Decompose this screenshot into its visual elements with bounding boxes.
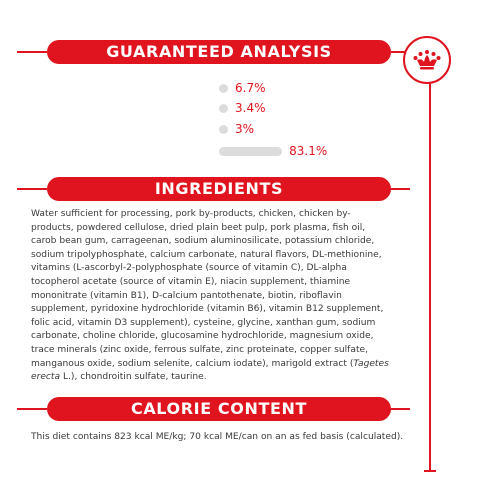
calorie-content-text: This diet contains 823 kcal ME/kg; 70 kcal ME/can on an as fed basis (calculated).	[31, 432, 404, 442]
nutrient-value: 83.1%	[289, 144, 328, 158]
ingredients-heading: INGREDIENTS	[47, 177, 391, 201]
calorie-content-heading: CALORIE CONTENT	[47, 397, 391, 421]
ingredients-text-part: L.), chondroitin sulfate, taurine.	[60, 372, 207, 383]
nutrient-bar	[219, 84, 228, 93]
nutrient-bar	[219, 147, 282, 156]
decorative-vertical-line	[429, 82, 431, 472]
nutrient-bar	[219, 104, 228, 113]
ingredients-text-part: Water sufficient for processing, pork by-products, chicken, chicken by-products, powdered cellulose, dried plain beet pulp, pork plasma, fish oil, carob bean gum, carrageenan, sodium aluminosilicate, potassium chloride, sodium tripolyphosphate, calcium carbonate, natural flavors, DL-methionine, vitamins (L-ascorbyl-2-polyphosphate (source of vitamin C), DL-alpha tocopherol acetate (source of vitamin E), niacin supplement, thiamine mononitrate (vitamin B1), D-calcium pantothenate, biotin, riboflavin supplement, pyridoxine hydrochloride (vitamin B6), vitamin B12 supplement, folic acid, vitamin D3 supplement), cysteine, glycine, xanthan gum, sodium carbonate, choline chloride, glucosamine hydrochloride, magnesium oxide, trace minerals (zinc oxide, ferrous sulfate, zinc proteinate, copper sulfate, manganous oxide, sodium selenite, calcium iodate), marigold extract (	[31, 209, 384, 369]
ingredients-text-italic: Tagetes erecta	[31, 358, 389, 383]
ingredients-text	[31, 208, 393, 385]
nutrient-value: 3%	[235, 122, 255, 136]
nutrient-value: 3.4%	[235, 101, 266, 115]
decorative-line-end	[424, 470, 436, 472]
crown-icon	[413, 49, 441, 71]
brand-logo	[403, 36, 451, 84]
nutrient-bar	[219, 125, 228, 134]
guaranteed-analysis-heading: GUARANTEED ANALYSIS	[47, 40, 391, 64]
nutrient-value: 6.7%	[235, 81, 266, 95]
